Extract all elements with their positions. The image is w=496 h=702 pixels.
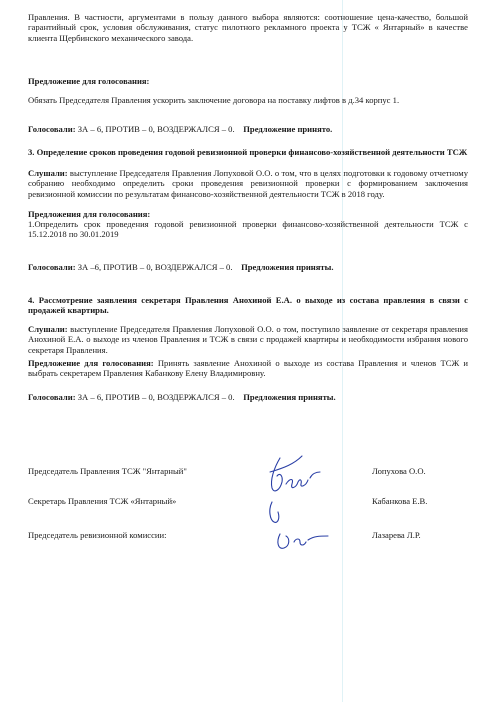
section3-heading-text: 3. Определение сроков проведения годовой ревизионной проверки финансово-хозяйственной деятельности ТСЖ xyxy=(28,147,468,157)
proposal1-text: Обязать Председателя Правления ускорить заключение договора на поставку лифтов в д.34 корпус 1. xyxy=(28,95,400,105)
section3-vote-label: Голосовали: xyxy=(28,262,76,272)
section3-listen xyxy=(28,168,468,199)
vote1-decision: Предложение принято. xyxy=(243,124,333,134)
section3-proposals-heading xyxy=(28,209,468,219)
section4-proposal-label: Предложение для голосования: xyxy=(28,358,154,368)
chair-name: Лопухова О.О. xyxy=(372,466,426,476)
secretary-signature xyxy=(270,502,279,522)
audit-name: Лазарева Л.Р. xyxy=(372,530,421,540)
section4-proposal-text: Принять заявление Анохиной о выходе из состава Правления и членов ТСЖ и выбрать секретарем Правления Кабанкову Елену Владимировну. xyxy=(28,358,468,379)
proposal1-heading: Предложение для голосования: xyxy=(28,76,150,86)
section3-proposal xyxy=(28,219,468,240)
vote1-line xyxy=(28,124,468,134)
section3-listen-text: выступление Председателя Правления Лопуховой О.О. о том, что в целях подготовки к годовому отчетному собранию необходимо определить сроки проведения ревизионной проверки с формированием заключения ревизионной комиссии по результатам финансово-хозяйственной деятельности ТСЖ в 2018 году. xyxy=(28,168,468,199)
chair-title: Председатель Правления ТСЖ "Янтарный" xyxy=(28,466,187,476)
proposal1-heading-block xyxy=(28,76,468,86)
section3-heading xyxy=(28,147,468,157)
audit-title: Председатель ревизионной комиссии: xyxy=(28,530,167,540)
section4-listen xyxy=(28,324,468,355)
vote1-result: ЗА – 6, ПРОТИВ – 0, ВОЗДЕРЖАЛСЯ – 0. xyxy=(75,124,235,134)
section4-listen-label: Слушали: xyxy=(28,324,68,334)
audit-signature xyxy=(278,534,328,548)
chair-signature xyxy=(270,456,320,491)
section3-proposal-text: 1.Определить срок проведения годовой ревизионной проверки финансово-хозяйственной деятельности ТСЖ с 15.12.2018 по 30.01.2019 xyxy=(28,219,468,240)
section3-listen-label: Слушали: xyxy=(28,168,68,178)
vote1-label: Голосовали: xyxy=(28,124,76,134)
section4-vote-label: Голосовали: xyxy=(28,392,76,402)
section4-heading xyxy=(28,295,468,316)
secretary-name: Кабанкова Е.В. xyxy=(372,496,428,506)
section4-vote xyxy=(28,392,468,402)
intro-text: Правления. В частности, аргументами в пользу данного выбора являются: соотношение цена-качество, большой гарантийный срок, условия обслуживания, статус пилотного рекламного проекта у ТСЖ « Янтарный» в качестве клиента Щербинского механического завода. xyxy=(28,12,468,43)
section4-proposal xyxy=(28,358,468,379)
section4-vote-result: ЗА – 6, ПРОТИВ – 0, ВОЗДЕРЖАЛСЯ – 0. xyxy=(75,392,235,402)
section4-vote-decision: Предложения приняты. xyxy=(243,392,336,402)
proposal1-block xyxy=(28,95,468,105)
section4-listen-text: выступление Председателя Правления Лопуховой О.О. о том, поступило заявление от секретаря правления Анохиной Е.А. о выходе из членов Правления и ТСЖ в связи с продажей квартиры и необходимости избрания нового секретаря Правления. xyxy=(28,324,468,355)
section3-vote-decision: Предложения приняты. xyxy=(241,262,334,272)
section3-vote xyxy=(28,262,468,272)
secretary-title: Секретарь Правления ТСЖ «Янтарный» xyxy=(28,496,177,506)
section3-proposals-heading-text: Предложения для голосования: xyxy=(28,209,151,219)
handwritten-signatures xyxy=(250,450,340,560)
intro-paragraph xyxy=(28,12,468,43)
section4-heading-text: 4. Рассмотрение заявления секретаря Правления Анохиной Е.А. о выходе из состава правления в связи с продажей квартиры. xyxy=(28,295,468,316)
section3-vote-result: ЗА –6, ПРОТИВ – 0, ВОЗДЕРЖАЛСЯ – 0. xyxy=(75,262,233,272)
